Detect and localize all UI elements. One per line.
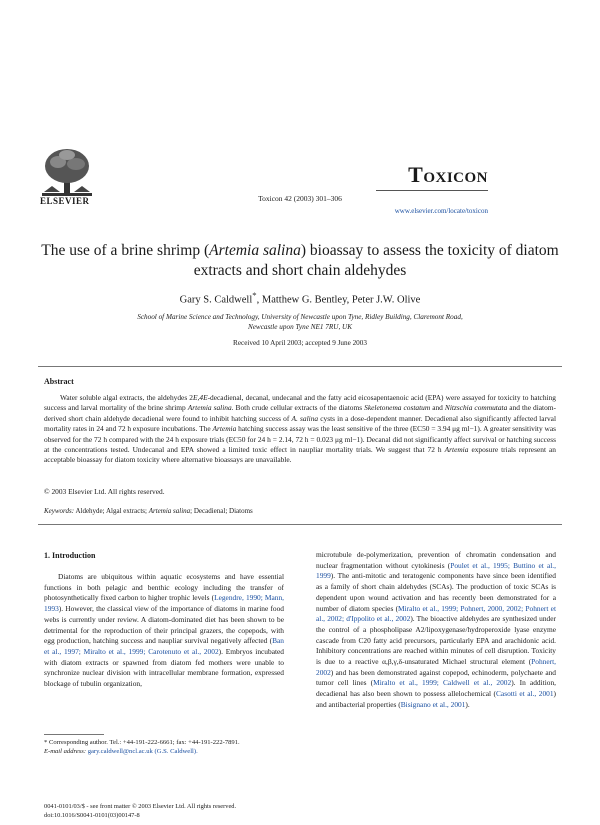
title-part-2: ) bioassay to assess the toxicity of diatom extracts and short chain aldehydes [193, 242, 559, 279]
received-dates: Received 10 April 2003; accepted 9 June 2003 [233, 339, 367, 347]
citation-link[interactable]: Ban et al., 1997; Miralto et al., 1999; Carotenuto et al., 2002 [44, 636, 284, 656]
text-run: -decadienal, decanal, undecanal and the fatty acid eicosapentaenoic acid (EPA) were assayed for toxicity to hatching success and larval mortality of the brine shrimp [44, 393, 556, 413]
keywords-label: Keywords: [44, 507, 75, 515]
text-run: ). The bioactive aldehydes are synthesized under the control of a phospholipase A2/lipoxygenase/hydroperoxide lyase enzyme cascade from C20 fatty acid precursors, particularly EPA and arachidonic acid. Inhibitory concentrations are reached within minutes of cell disruption. Toxicity is due to a reactive α,β,γ,δ-unsaturated Michael structural element ( [316, 614, 556, 667]
text-run: and the diatom-derived short chain aldehyde decadienal were found to inhibit hatching success of [44, 403, 556, 423]
citation-link[interactable]: Pohnert, 2002 [316, 657, 556, 677]
keywords-part-2: ; Decadienal; Diatoms [190, 507, 253, 515]
text-run: ) and has been demonstrated against copepod, echinoderm, polychaete and tumor cell lines ( [316, 667, 556, 688]
footnote [44, 738, 289, 756]
keywords-species: Artemia salina [148, 507, 191, 515]
email-link[interactable]: gary.caldwell@ncl.ac.uk (G.S. Caldwell). [86, 748, 198, 755]
text-run: ). In addition, decadienal has also been shown to possess allelochemical ( [316, 678, 556, 699]
citation-link[interactable]: Casotti et al., 2001 [495, 689, 554, 699]
italic-text: A. salina [291, 413, 319, 423]
italic-text: Artemia [212, 424, 237, 434]
title-species: Artemia salina [209, 242, 301, 259]
abstract-copyright: © 2003 Elsevier Ltd. All rights reserved. [44, 487, 165, 496]
intro-right-column [316, 550, 556, 711]
article-title [40, 241, 560, 281]
divider-top [38, 366, 562, 367]
title-part-1: The use of a brine shrimp ( [41, 242, 210, 259]
citation-link[interactable]: Miralto et al., 1999; Caldwell et al., 2002 [373, 678, 512, 688]
text-run: cysts in a dose-dependent manner. Decadienal also significantly affected larval mortality rates in 24 and 72 h exposure incubations. The [44, 413, 557, 434]
author-others: , Matthew G. Bentley, Peter J.W. Olive [256, 294, 421, 306]
author-list [40, 290, 560, 306]
keywords-part-1: Aldehyde; Algal extracts; [74, 507, 149, 515]
intro-left-column [44, 572, 284, 690]
citation-link[interactable]: Bisignano et al., 2001 [400, 699, 466, 709]
affiliation-line-1: School of Marine Science and Technology, University of Newcastle upon Tyne, Ridley Building, Claremont Road, [137, 313, 463, 321]
text-run: and [430, 403, 445, 413]
imprint [44, 802, 236, 820]
text-run: Diatoms are ubiquitous within aquatic ecosystems and have essential functions in both pelagic and benthic ecology including the transfer of photosynthetically fixed carbon to higher trophic levels ( [44, 572, 284, 603]
italic-text: Artemia salina [187, 403, 232, 413]
abstract-body [44, 393, 556, 466]
text-run: . Both crude cellular extracts of the diatoms [231, 403, 365, 413]
citation-link[interactable]: Miralto et al., 1999; Pohnert, 2000, 2002; Pohnert et al., 2002; d'Ippolito et al., 2002 [316, 603, 556, 624]
author-caldwell: Gary S. Caldwell [179, 294, 253, 306]
doi-link[interactable]: doi:10.1016/S0041-0101(03)00147-8 [44, 812, 140, 819]
text-run: ). However, the classical view of the importance of diatoms in marine food webs is currently under review. A diatom-dominated diet has been shown to be detrimental for the reproduction of their principal grazers, the copepods, with egg production, hatching success and naupliar survival negatively affected ( [44, 604, 284, 646]
email-label: E-mail address: [44, 748, 87, 755]
text-run: ). The anti-mitotic and teratogenic components have since been identified as a family of short chain aldehydes (SCAs). The production of toxic SCAs is dependent upon wound activation and has recently been demonstrated for a number of diatom species ( [316, 571, 556, 613]
italic-text: E,4E [193, 393, 208, 402]
footnote-email [44, 747, 289, 756]
italic-text: Nitzschia commutata [444, 403, 508, 413]
italic-text: Skeletonema costatum [364, 403, 431, 413]
journal-citation: Toxicon 42 (2003) 301–306 [258, 194, 342, 203]
abstract-heading: Abstract [44, 377, 74, 386]
publisher-name: ELSEVIER [40, 196, 90, 206]
journal-rule [376, 190, 488, 191]
text-run: Water soluble algal extracts, the aldehydes 2 [60, 393, 194, 402]
footnote-rule [44, 734, 104, 735]
citation-link[interactable]: Legendre, 1990; Mann, 1993 [44, 593, 284, 614]
journal-title: Toxicon [408, 162, 488, 187]
affiliation [80, 312, 520, 332]
footnote-corresponding: * Corresponding author. Tel.: +44-191-222-6661; fax: +44-191-222-7891. [44, 739, 240, 746]
divider-bottom [38, 524, 562, 525]
section-heading-introduction: 1. Introduction [44, 551, 96, 560]
citation-link[interactable]: Poulet et al., 1995; Buttino et al., 1999 [316, 560, 556, 581]
text-run: ). Embryos incubated with diatom extracts or spawned from diatom fed mothers were unable to synchronize nuclear division with intracellular membrane formation, expressed blockage of tubulin organization, [44, 646, 285, 689]
journal-url-link[interactable]: www.elsevier.com/locate/toxicon [394, 207, 488, 215]
text-run: hatching success assay was the least sensitive of the three (EC50 = 3.94 μg ml−1). A greater sensitivity was observed for the 72 h compared with the 24 h exposure trials (EC50 for 24 h = 2.14, 72 h = 0.023 μg ml−1). Decanal did not significantly affect survival or hatching success at the concentrations tested. Undecanal and EPA showed a limited toxic effect in naupliar mortality trials. We suggest that 72 h [44, 424, 556, 455]
text-run: microtubule de-polymerization, prevention of chromatin condensation and nuclear fragmentation without cytokinesis ( [316, 550, 556, 570]
imprint-line-1: 0041-0101/03/$ - see front matter © 2003 Elsevier Ltd. All rights reserved. [44, 803, 237, 810]
italic-text: Artemia [444, 445, 469, 455]
keywords [44, 507, 253, 515]
text-run: ) and antibacterial properties ( [316, 689, 556, 709]
corresponding-author-mark[interactable]: * [252, 290, 257, 300]
text-run: ). [465, 699, 470, 709]
text-run: exposure trials represent an acceptable bioassay for diatom toxicity where alternative bioassays are unavailable. [44, 445, 556, 465]
affiliation-line-2: Newcastle upon Tyne NE1 7RU, UK [247, 323, 353, 331]
